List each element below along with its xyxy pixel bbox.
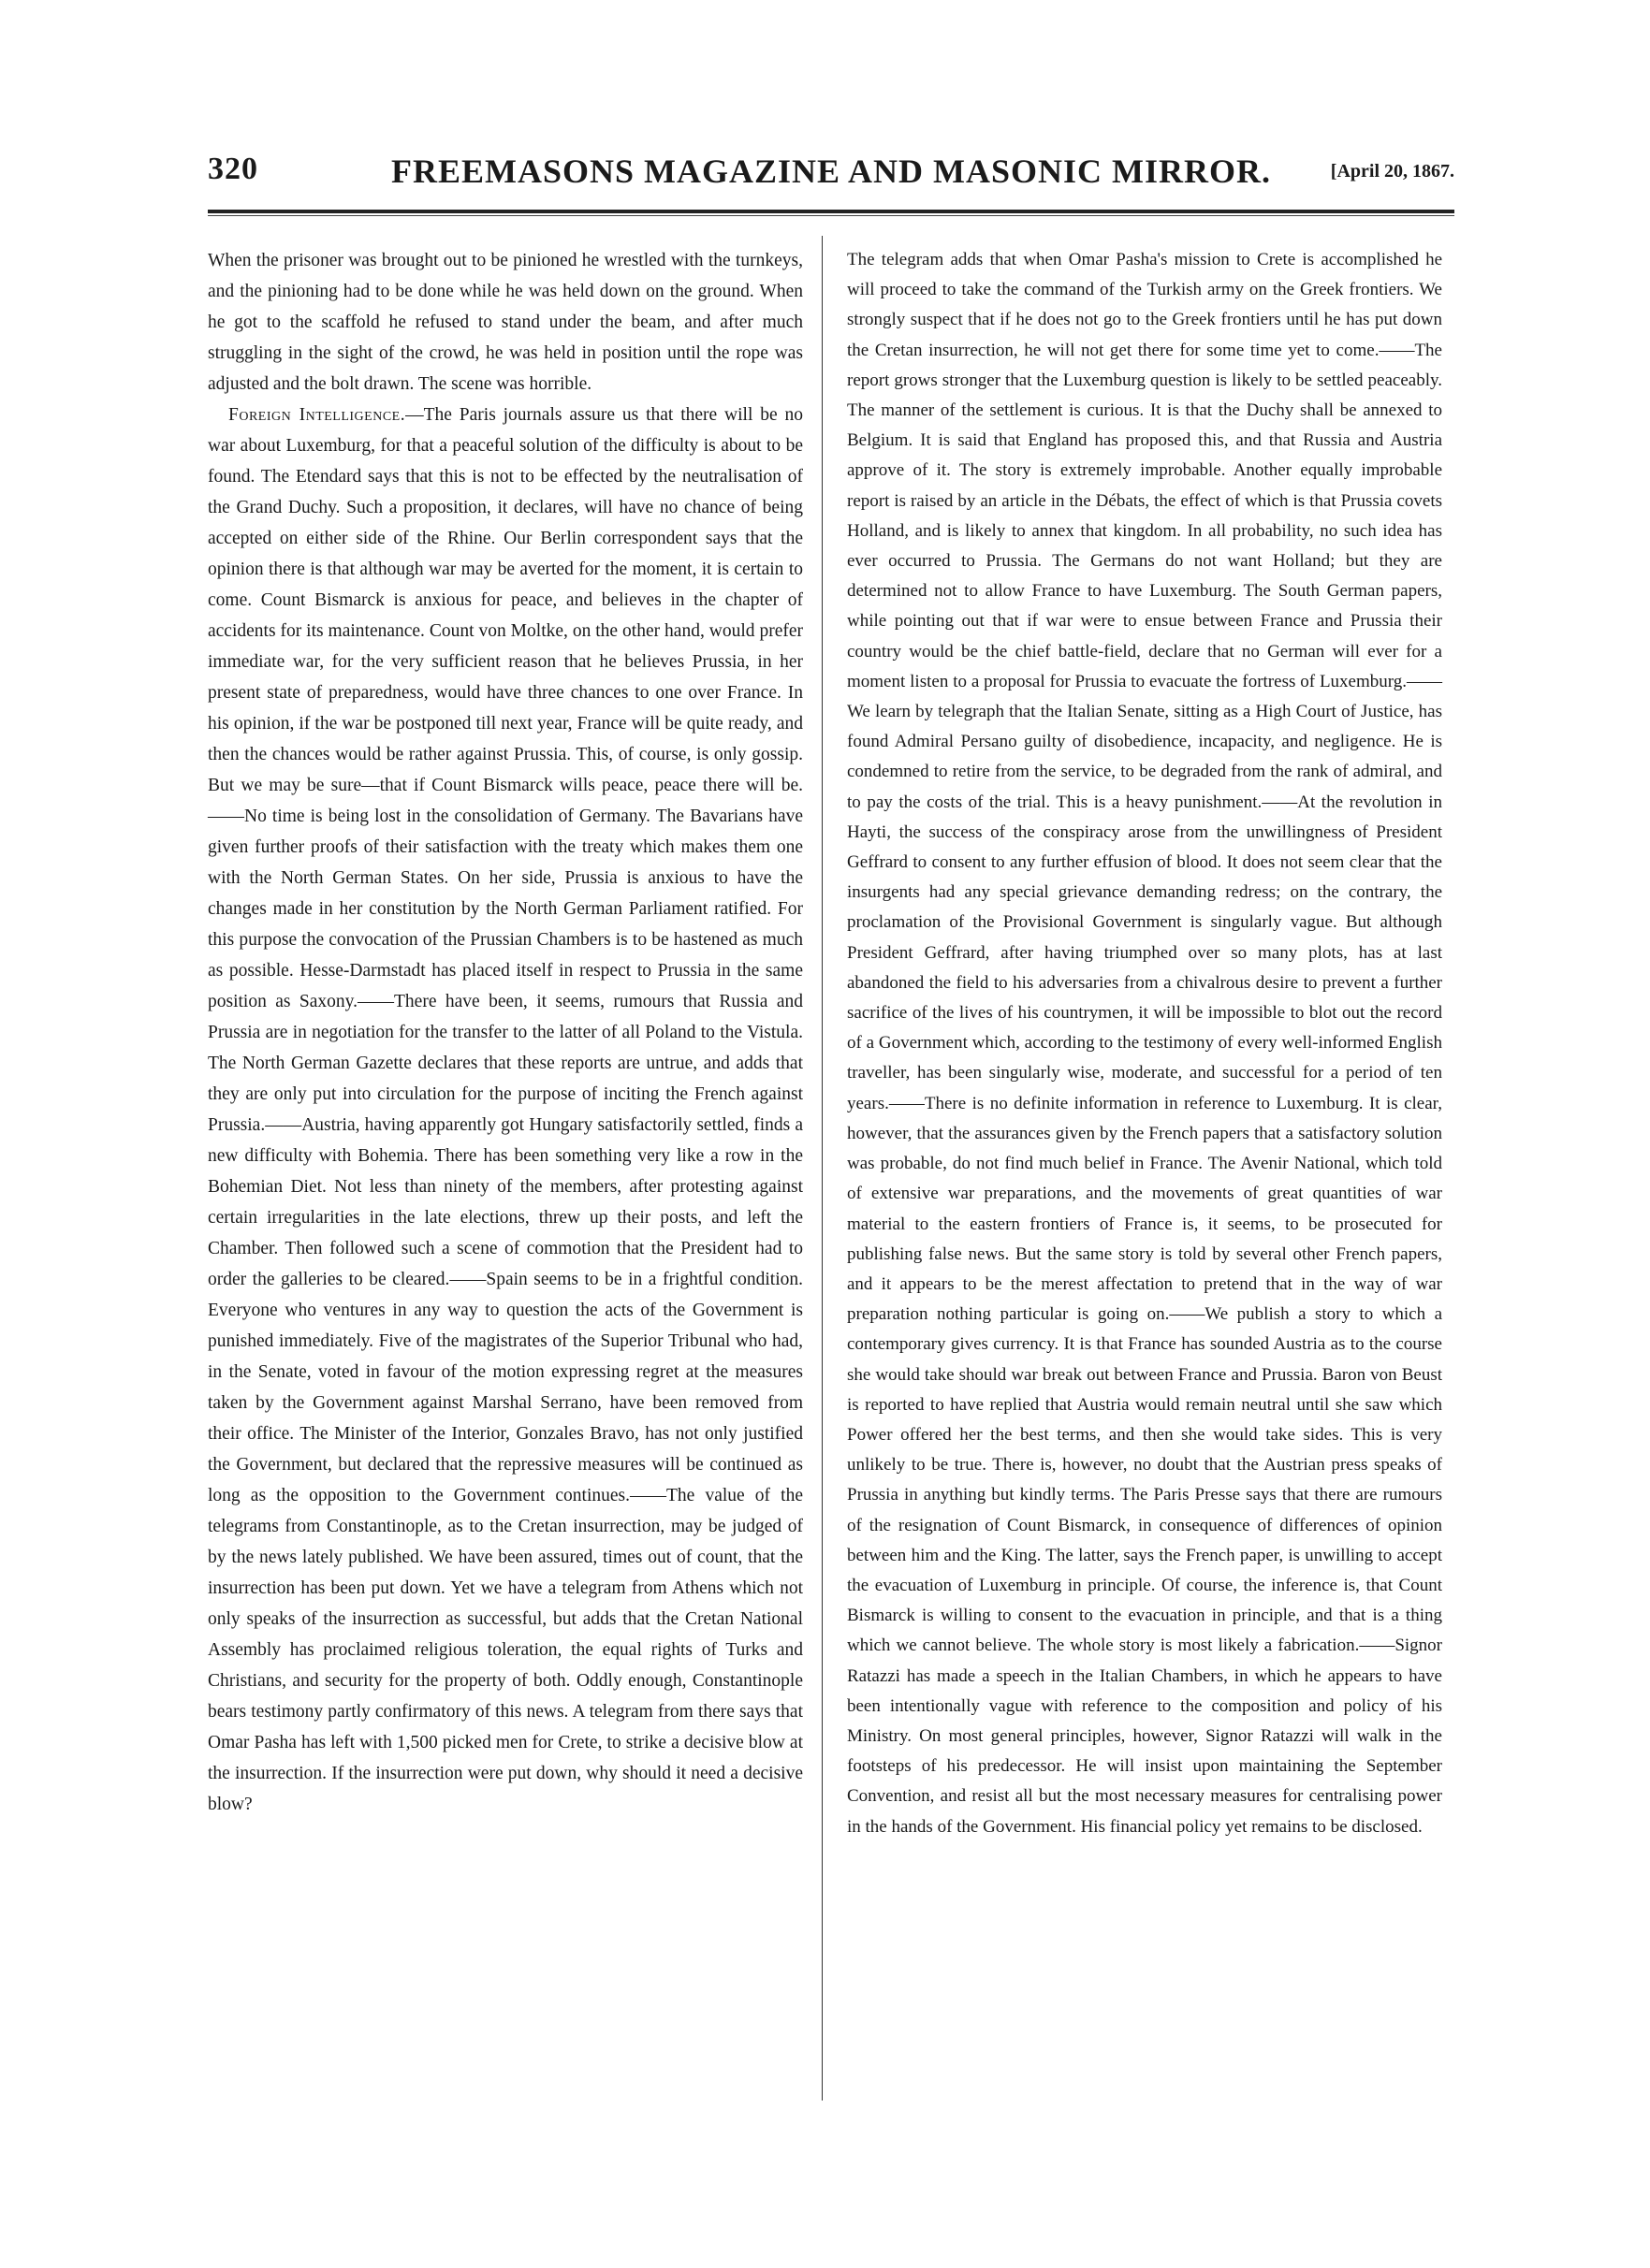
right-column xyxy=(847,245,1442,1842)
article-paragraph: When the prisoner was brought out to be pinioned he wrestled with the turnkeys, and the pinioning had to be done while he was held down on the ground. When he got to the scaffold he refused to stand under the beam, and after much struggling in the sight of the crowd, he was held in position until the rope was adjusted and the bolt drawn. The scene was horrible. xyxy=(208,251,803,394)
header-rule xyxy=(208,210,1454,216)
column-divider xyxy=(822,236,823,2101)
section-heading: Foreign Intelligence. xyxy=(228,405,406,425)
article-paragraph: —The Paris journals assure us that there will be no war about Luxemburg, for that a peaceful solution of the difficulty is about to be found. The Etendard says that this is not to be effected by the neutralisation of the Grand Duchy. Such a proposition, it declares, will have no chance of being accepted on either side of the Rhine. Our Berlin correspondent says that the opinion there is that although war may be averted for the moment, it is certain to come. Count Bismarck is anxious for peace, and believes in the chapter of accidents for its maintenance. Count von Moltke, on the other hand, would prefer immediate war, for the very sufficient reason that he believes Prussia, in her present state of preparedness, would have three chances to one over France. In his opinion, if the war be postponed till next year, France will be quite ready, and then the chances would be rather against Prussia. This, of course, is only gossip. But we may be sure—that if Count Bismarck wills peace, peace there will be.——No time is being lost in the consolidation of Germany. The Bavarians have given further proofs of their satisfaction with the treaty which makes them one with the North German States. On her side, Prussia is anxious to have the changes made in her constitution by the North German Parliament ratified. For this purpose the convocation of the Prussian Chambers is to be hastened as much as possible. Hesse-Darmstadt has placed itself in respect to Prussia in the same position as Saxony.——There have been, it seems, rumours that Russia and Prussia are in negotiation for the transfer to the latter of all Poland to the Vistula. The North German Gazette declares that these reports are untrue, and adds that they are only put into circulation for the purpose of inciting the French against Prussia.——Austria, having apparently got Hungary satisfactorily settled, finds a new difficulty with Bohemia. There has been something very like a row in the Bohemian Diet. Not less than ninety of the members, after protesting against certain irregularities in the late elections, threw up their posts, and left the Chamber. Then followed such a scene of commotion that the President had to order the galleries to be cleared.——Spain seems to be in a frightful condition. Everyone who ventures in any way to question the acts of the Government is punished immediately. Five of the magistrates of the Superior Tribunal who had, in the Senate, voted in favour of the motion expressing regret at the measures taken by the Government against Marshal Serrano, have been removed from their office. The Minister of the Interior, Gonzales Bravo, has not only justified the Government, but declared that the repressive measures will be continued as long as the opposition to the Government continues.——The value of the telegrams from Constantinople, as to the Cretan insurrection, may be judged of by the news lately published. We have been assured, times out of count, that the insurrection has been put down. Yet we have a telegram from Athens which not only speaks of the insurrection as successful, but adds that the Cretan National Assembly has proclaimed religious toleration, the equal rights of Turks and Christians, and security for the property of both. Oddly enough, Constantinople bears testimony partly confirmatory of this news. A telegram from there says that Omar Pasha has left with 1,500 picked men for Crete, to strike a decisive blow at the insurrection. If the insurrection were put down, why should it need a decisive blow? xyxy=(208,405,803,1814)
left-column xyxy=(208,245,803,1820)
page-number: 320 xyxy=(208,152,258,186)
issue-date: [April 20, 1867. xyxy=(1330,161,1454,182)
page-header xyxy=(208,152,1454,198)
foreign-intelligence-paragraph xyxy=(208,400,803,1820)
article-paragraph: The telegram adds that when Omar Pasha's mission to Crete is accomplished he will proceed to take the command of the Turkish army on the Greek frontiers. We strongly suspect that if he does not go to the Greek frontiers until he has put down the Cretan insurrection, he will not get there for some time yet to come.——The report grows stronger that the Luxemburg question is likely to be settled peaceably. The manner of the settlement is curious. It is that the Duchy shall be annexed to Belgium. It is said that England has proposed this, and that Russia and Austria approve of it. The story is extremely improbable. Another equally improbable report is raised by an article in the Débats, the effect of which is that Prussia covets Holland, and is likely to annex that kingdom. In all probability, no such idea has ever occurred to Prussia. The Germans do not want Holland; but they are determined not to allow France to have Luxemburg. The South German papers, while pointing out that if war were to ensue between France and Prussia their country would be the chief battle-field, declare that no German will ever for a moment listen to a proposal for Prussia to evacuate the fortress of Luxemburg.——We learn by telegraph that the Italian Senate, sitting as a High Court of Justice, has found Admiral Persano guilty of disobedience, incapacity, and negligence. He is condemned to retire from the service, to be degraded from the rank of admiral, and to pay the costs of the trial. This is a heavy punishment.——At the revolution in Hayti, the success of the conspiracy arose from the unwillingness of President Geffrard to consent to any further effusion of blood. It does not seem clear that the insurgents had any special grievance demanding redress; on the contrary, the proclamation of the Provisional Government is singularly vague. But although President Geffrard, after having triumphed over so many plots, has at last abandoned the field to his adversaries from a chivalrous desire to prevent a further sacrifice of the lives of his countrymen, it will be impossible to blot out the record of a Government which, according to the testimony of every well-informed English traveller, has been singularly wise, moderate, and successful for a period of ten years.——There is no definite information in reference to Luxemburg. It is clear, however, that the assurances given by the French papers that a satisfactory solution was probable, do not find much belief in France. The Avenir National, which told of extensive war preparations, and the movements of great quantities of war material to the eastern frontiers of France is, it seems, to be prosecuted for publishing false news. But the same story is told by several other French papers, and it appears to be the merest affectation to pretend that in the way of war preparation nothing particular is going on.——We publish a story to which a contemporary gives currency. It is that France has sounded Austria as to the course she would take should war break out between France and Prussia. Baron von Beust is reported to have replied that Austria would remain neutral until she saw which Power offered her the best terms, and then she would take sides. This is very unlikely to be true. There is, however, no doubt that the Austrian press speaks of Prussia in anything but kindly terms. The Paris Presse says that there are rumours of the resignation of Count Bismarck, in consequence of differences of opinion between him and the King. The latter, says the French paper, is unwilling to accept the evacuation of Luxemburg in principle. Of course, the inference is, that Count Bismarck is willing to consent to the evacuation in principle, and that is a thing which we cannot believe. The whole story is most likely a fabrication.——Signor Ratazzi has made a speech in the Italian Chambers, in which he appears to have been intentionally vague with reference to the composition and policy of his Ministry. On most general principles, however, Signor Ratazzi will walk in the footsteps of his predecessor. He will insist upon maintaining the September Convention, and resist all but the most necessary measures for centralising power in the hands of the Government. His financial policy yet remains to be disclosed. xyxy=(847,250,1442,1837)
masthead-title: FREEMASONS MAGAZINE AND MASONIC MIRROR. xyxy=(390,153,1272,190)
